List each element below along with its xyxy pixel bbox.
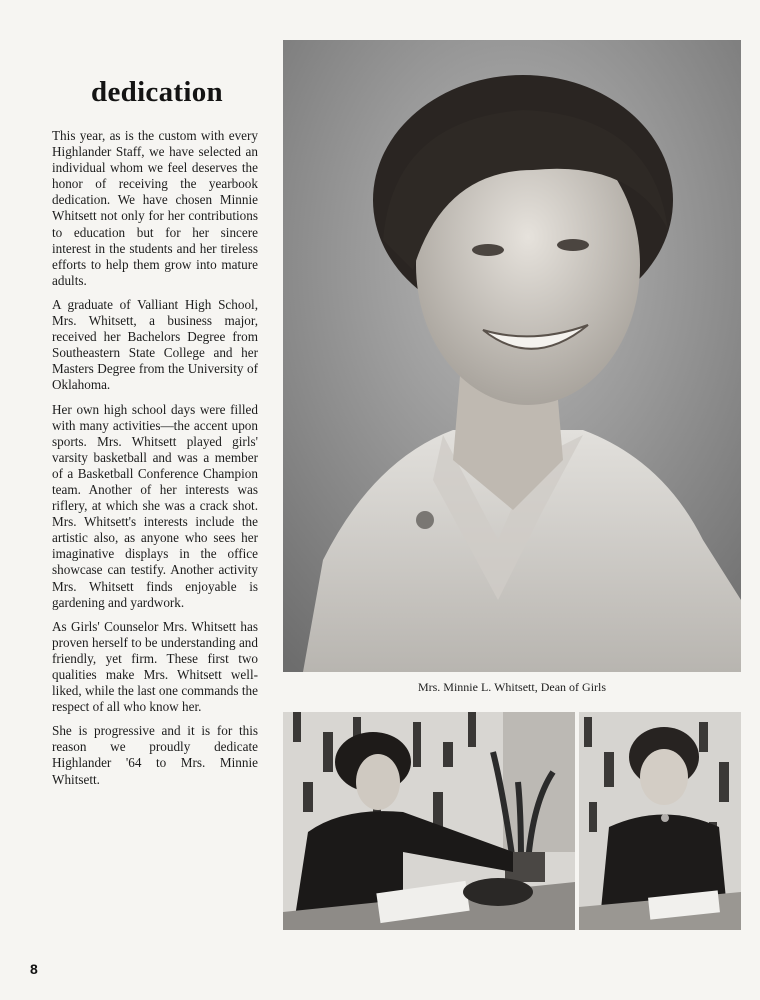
page-number: 8: [30, 961, 38, 977]
paragraph: Her own high school days were filled with many activities—the accent upon sports. Mrs. Whitsett played girls' varsity basketball and was a member of a Basketball Conference Champion team. Another of her interests was riflery, at which she was a crack shot. Mrs. Whitsett's interests include the artistic also, as anyone who sees her imaginative displays in the office showcase can testify. Another activity Mrs. Whitsett finds enjoyable is gardening and yardwork.: [52, 401, 258, 610]
paragraph: This year, as is the custom with every Highlander Staff, we have selected an individual whom we feel deserves the honor of receiving the yearbook dedication. We have chosen Minnie Whitsett not only for her contributions to education but for her sincere interest in the students and her tireless efforts to help them grow into mature adults.: [52, 128, 258, 288]
page-title: dedication: [91, 76, 223, 108]
paragraph: A graduate of Valliant High School, Mrs. Whitsett, a business major, received her Bachelors Degree from Southeastern State College and her Masters Degree from the University of Oklahoma.: [52, 296, 258, 393]
photo-caption: Mrs. Minnie L. Whitsett, Dean of Girls: [417, 680, 607, 694]
office-photo-right: [579, 712, 741, 930]
portrait-photo: [283, 40, 741, 672]
office-photo-left: [283, 712, 575, 930]
paragraph: As Girls' Counselor Mrs. Whitsett has proven herself to be understanding and friendly, yet firm. These first two qualities make Mrs. Whitsett well-liked, while the last one commands the respect of all who know her.: [52, 618, 258, 715]
paragraph: She is progressive and it is for this reason we proudly dedicate Highlander '64 to Mrs. Minnie Whitsett.: [52, 723, 258, 787]
dedication-text: [52, 128, 258, 796]
